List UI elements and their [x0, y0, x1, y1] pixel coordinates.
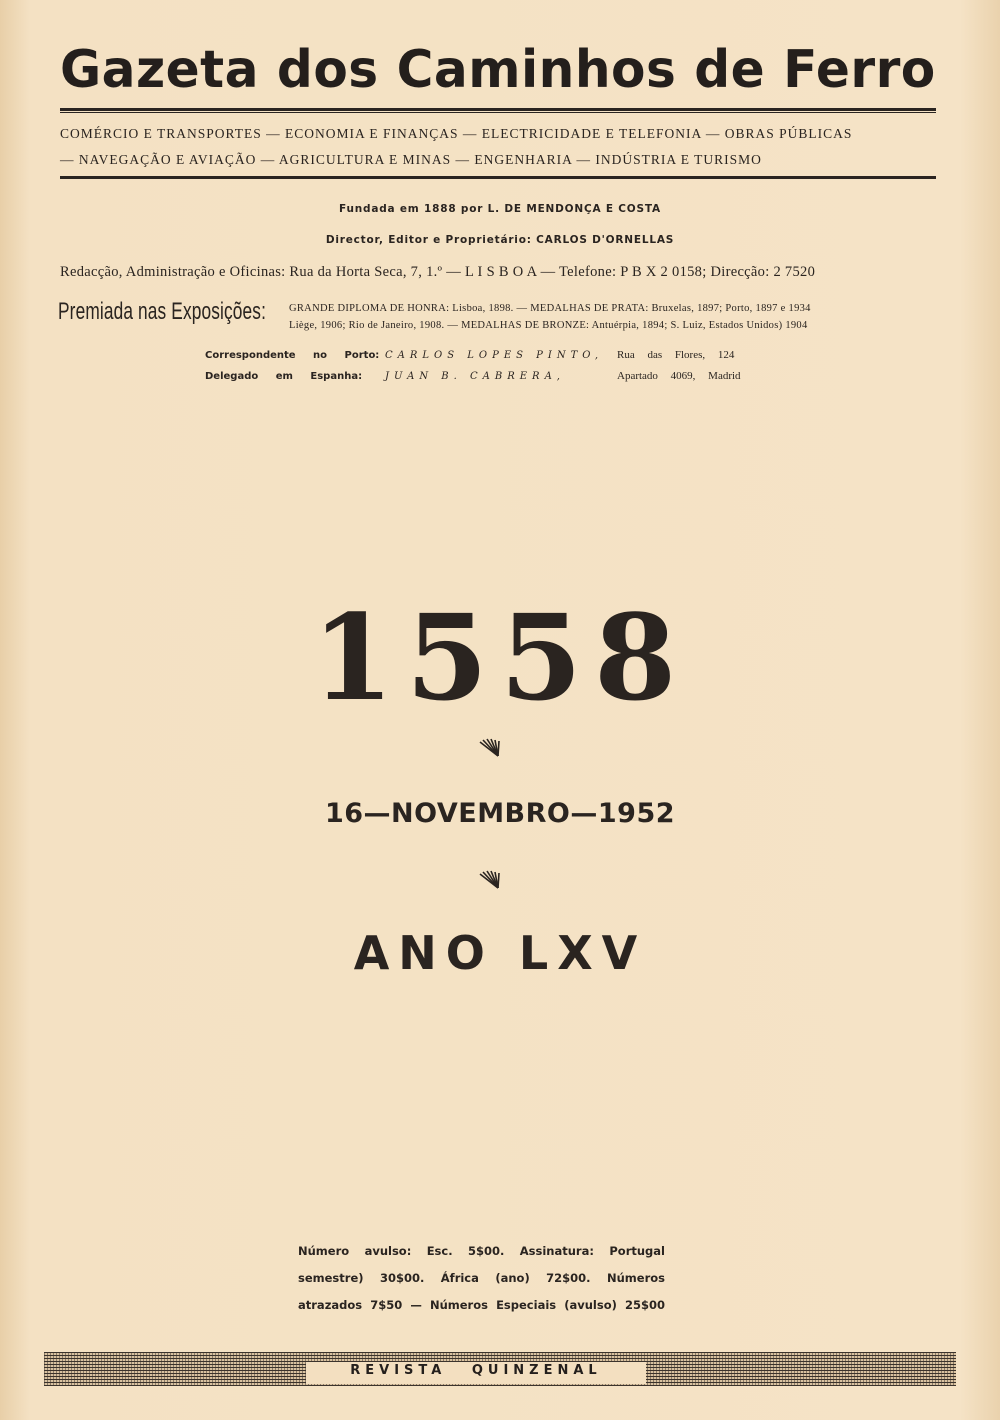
correspondent-espanha — [205, 370, 785, 382]
issue-year: ANO LXV — [353, 926, 647, 980]
masthead-rule — [60, 108, 936, 111]
masthead-title: Gazeta dos Caminhos de Ferro — [60, 40, 936, 100]
correspondent-address: Apartado 4069, Madrid — [617, 370, 741, 382]
topics-rule — [60, 176, 936, 179]
awards-title: Premiada nas Exposições: — [58, 298, 267, 325]
topics-line: COMÉRCIO E TRANSPORTES — ECONOMIA E FINANÇAS — ELECTRICIDADE E TELEFONIA — OBRAS PÚBLICAS — [60, 126, 853, 141]
pricing-line: semestre) 30$00. África (ano) 72$00. Números — [298, 1271, 665, 1285]
correspondent-label: Delegado em Espanha: — [205, 371, 363, 382]
correspondent-name: JUAN B. CABRERA, — [385, 371, 565, 382]
masthead-rule-thin — [60, 112, 936, 113]
topics-line: — NAVEGAÇÃO E AVIAÇÃO — AGRICULTURA E MINAS — ENGENHARIA — INDÚSTRIA E TURISMO — [60, 152, 762, 167]
fan-ornament-icon — [478, 738, 502, 758]
address-line: Redacção, Administração e Oficinas: Rua da Horta Seca, 7, 1.º — L I S B O A — Telefone: P B X 2 0158; Direcção: 2 7520 — [60, 264, 816, 280]
awards-line: Liège, 1906; Rio de Janeiro, 1908. — MEDALHAS DE BRONZE: Antuérpia, 1894; S. Luiz, Estados Unidos) 1904 — [289, 320, 808, 331]
pricing-line: Número avulso: Esc. 5$00. Assinatura: Portugal — [298, 1244, 665, 1258]
awards-line: GRANDE DIPLOMA DE HONRA: Lisboa, 1898. — MEDALHAS DE PRATA: Bruxelas, 1897; Porto, 1897 e 1934 — [289, 303, 811, 314]
correspondent-address: Rua das Flores, 124 — [617, 349, 735, 361]
fan-ornament-icon — [478, 870, 502, 890]
founded-line: Fundada em 1888 por L. DE MENDONÇA E COSTA — [339, 203, 661, 215]
correspondent-porto — [205, 349, 785, 361]
issue-number: 1558 — [311, 588, 689, 727]
director-line: Director, Editor e Proprietário: CARLOS D'ORNELLAS — [325, 234, 675, 246]
issue-date: 16—NOVEMBRO—1952 — [324, 798, 676, 829]
correspondent-name: CARLOS LOPES PINTO, — [385, 350, 604, 361]
footer-label: REVISTA QUINZENAL — [350, 1363, 602, 1378]
correspondent-label: Correspondente no Porto: — [205, 350, 380, 361]
pricing-line: atrazados 7$50 — Números Especiais (avulso) 25$00 — [298, 1298, 665, 1312]
